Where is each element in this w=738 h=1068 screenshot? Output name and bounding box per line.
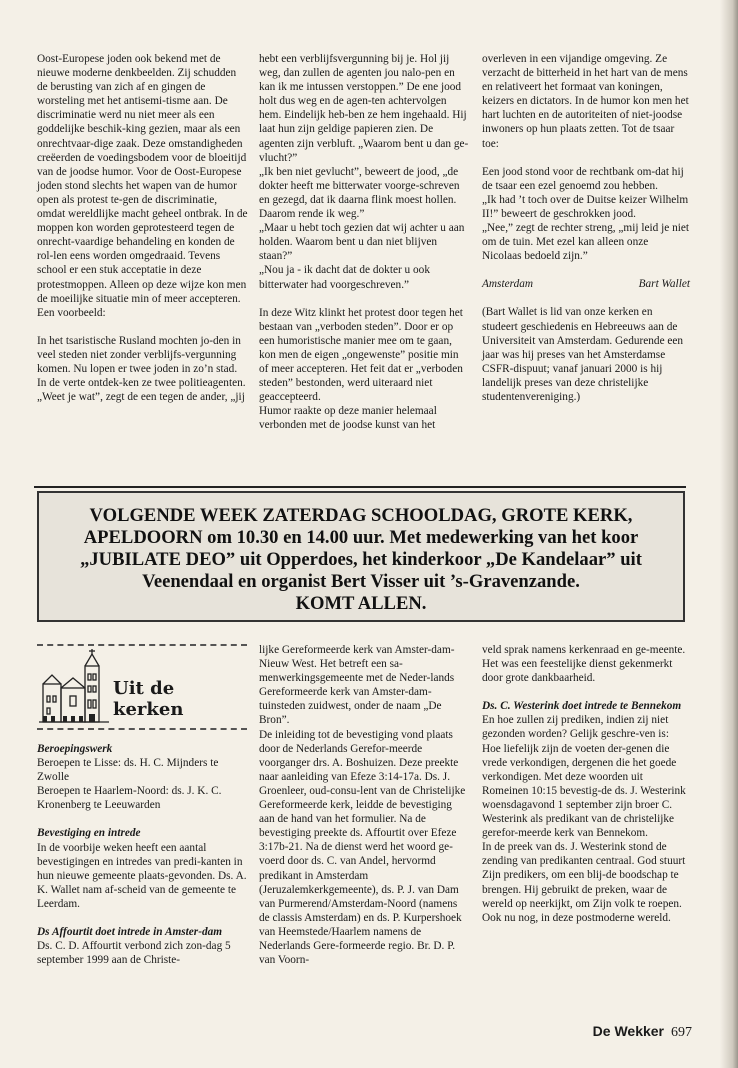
news-paragraph: En hoe zullen zij prediken, indien zij niet gezonden worden? Gelijk geschre-ven is: Hoe liefelijk zijn de voeten der-genen die vrede verkondigen, dergenen die het goede verkondigen. Met deze woorden uit Romeinen 10:15 bevestig-de ds. J. Westerink woensdagavond 1 september zijn broer C. Westerink als predikant van de christelijke gerefor-meerde kerk van Bennekom.	[482, 714, 686, 840]
author-note: (Bart Wallet is lid van onze kerken en studeert geschiedenis en Hebreeuws aan de Universiteit van Amsterdam. Gedurende een jaar was hij preses van het Amsterdamse CSFR-dispuut; vanaf januari 2000 is hij landelijk preses van deze christelijke studentenvereniging.)	[482, 306, 684, 403]
article-paragraph: „Maar u hebt toch gezien dat wij achter u aan holden. Waarom bent u dan niet blijven staan?”	[259, 222, 465, 263]
article-column-2	[259, 52, 469, 432]
section-title: Uit de kerken	[113, 678, 184, 720]
news-item: Beroepen te Lisse: ds. H. C. Mijnders te Zwolle	[37, 757, 219, 784]
article-column-1	[37, 52, 248, 418]
news-paragraph: De inleiding tot de bevestiging vond plaats door de Nederlands Gerefor-meerde voorganger drs. A. Boshuizen. Deze preekte naar aanleiding van Efeze 3:14-17a. Ds. J. Groenleer, oud-consu-lent van de Christelijke Gereformeerde kerk, leidde de bevestiging aan de hand van het formulier. Na de bevestiging preekte ds. Affourtit over Efeze 3:17b-21. Na de dienst werd het woord ge-voerd door ds. C. van Andel, hervormd predikant in Amsterdam (Jeruzalemkerkgemeente), ds. P. J. van Dam van Purmerend/Amsterdam-Noord (namens de classis Amsterdam) en ds. P. Kurpershoek van Heemstede/Haarlem namens de Nederlands Gere-formeerde regio. Br. D. P. van Voorn-	[259, 728, 466, 967]
subheading: Bevestiging en intrede	[37, 827, 141, 840]
news-paragraph: Ds. C. D. Affourtit verbond zich zon-dag 5 september 1999 aan de Christe-	[37, 940, 231, 967]
article-paragraph: „Ik ben niet gevlucht”, beweert de jood, „de dokter heeft me bitterwater voorge-schreven en gezegd, dat ik daarna flink moest hollen. Daarom rende ik weg.”	[259, 165, 460, 221]
page-number: 697	[671, 1025, 692, 1040]
signature-place: Amsterdam	[482, 278, 534, 291]
announcement-line: Veenendaal en organist Bert Visser uit ’s-Gravenzande.	[142, 571, 580, 592]
signature-name: Bart Wallet	[638, 278, 690, 291]
section-header	[37, 638, 247, 732]
news-paragraph: In de preek van ds. J. Westerink stond de zending van predikanten centraal. God stuurt Zijn predikers, om een blij-de boodschap te brengen. Hij gebruikt de preken, waar de wereld op neerkijkt, om Zijn volk te roepen. Ook nu nog, in deze postmoderne wereld.	[482, 841, 686, 924]
subheading: Ds. C. Westerink doet intrede te Bennekom	[482, 700, 682, 713]
churches-column-2	[259, 643, 469, 967]
churches-column-3	[482, 643, 690, 925]
announcement-line: APELDOORN om 10.30 en 14.00 uur. Met medewerking van het koor	[83, 527, 639, 548]
article-paragraph: In het tsaristische Rusland mochten jo-den in veel steden niet zonder verblijfs-vergunning komen. Nu lopen er twee joden in zo’n stad. In de verte ontdek-ken ze twee politieagenten. „Weet je wat”, zegt de een tegen de ander, „jij	[37, 334, 246, 404]
article-paragraph: „Nee,” zegt de rechter streng, „mij leid je niet om de tuin. Met ezel kan alleen onze Nicolaas bedoeld zijn.”	[482, 222, 690, 263]
section-divider	[34, 486, 686, 488]
announcement-line: „JUBILATE DEO” uit Opperdoes, het kinderkoor „De Kandelaar” uit	[80, 549, 642, 570]
announcement-line: KOMT ALLEN.	[295, 593, 427, 614]
news-item: Beroepen te Haarlem-Noord: ds. J. K. C. Kronenberg te Leeuwarden	[37, 785, 222, 812]
article-paragraph: hebt een verblijfsvergunning bij je. Hol jij weg, dan zullen de agenten jou nalo-pen en kan ik me intussen verstoppen.” De ene jood holt dus weg en de agen-ten achtervolgen hem. Eindelijk heb-ben ze hem ingehaald. Hij laat hun zijn geldige papieren zien. De agenten zijn verbluft. „Waarom bent u dan ge-vlucht?”	[259, 53, 469, 164]
church-icon	[39, 648, 109, 726]
article-paragraph: „Nou ja - ik dacht dat de dokter u ook bitterwater had voorgeschreven.”	[259, 264, 430, 291]
announcement-text	[39, 505, 683, 615]
news-paragraph: veld sprak namens kerkenraad en ge-meente.	[482, 644, 686, 656]
subheading: Beroepingswerk	[37, 743, 113, 755]
page-binding-shadow	[720, 0, 738, 1068]
announcement-line: VOLGENDE WEEK ZATERDAG SCHOOLDAG, GROTE KERK,	[89, 505, 633, 526]
article-paragraph: overleven in een vijandige omgeving. Ze verzacht de bitterheid in het hart van de mens en relativeert het formaat van koningen, keizers en dictators. In de humor kon men het hart luchten en de autoriteiten of niet-joodse inwoners op hun plaats zetten. Tot de tsaar toe:	[482, 53, 689, 150]
churches-column-1	[37, 742, 247, 967]
page-footer	[593, 1023, 692, 1041]
article-paragraph: Een jood stond voor de rechtbank om-dat hij de tsaar een ezel genoemd zou hebben.	[482, 165, 684, 192]
subheading: Ds Affourtit doet intrede in Amster-dam	[37, 926, 223, 939]
article-paragraph: In deze Witz klinkt het protest door tegen het bestaan van „verboden steden”. Door er op een humoristische manier mee om te gaan, kon men de eigen „ongewenste” positie min of meer accepteren. Het feit dat er „verboden steden” bestonden, werd uiteraard niet geaccepteerd.	[259, 306, 463, 404]
article-paragraph: „Ik had ’t toch over de Duitse keizer Wilhelm II!” beweert de geschrokken jood.	[482, 193, 689, 220]
article-paragraph: Oost-Europese joden ook bekend met de nieuwe moderne denkbeelden. Zij schudden de berusting van zich af en gingen de worsteling met het antisemi-tisme aan. De discriminatie werd nu niet meer als een goddelijke beschik-king gezien, maar als een onrechtvaar-dige zaak. Deze omstandigheden creëerden de voedingsbodem voor de bloeitijd van de joodse humor. Voor de Oost-Europese joden stond slechts het wapen van de humor open als protest te-gen de discriminatie, omdat wereldlijke macht geheel ontbrak. In de moppen kon worden geprotesteerd tegen de onrecht-vaardige behandeling en konden de rol-len eens worden omgedraaid. Tevens school er een stuk acceptatie in deze protestmoppen. Alleen op deze wijze kon men de moeilijke situatie min of meer accepteren. Een voorbeeld:	[37, 53, 248, 319]
dashed-rule-top	[37, 644, 247, 646]
article-column-3	[482, 52, 690, 418]
news-paragraph: lijke Gereformeerde kerk van Amster-dam-Nieuw West. Het betreft een sa-menwerkingsgemeente met de Neder-lands Gereformeerde kerk van Amster-dam-tuinsteden zuidwest, onder de naam „De Bron”.	[259, 644, 455, 727]
news-paragraph: In de voorbije weken heeft een aantal bevestigingen en intredes van predi-kanten in hun nieuwe gemeente plaats-gevonden. Ds. A. K. Wallet nam af-scheid van de gemeente te Leerdam.	[37, 841, 247, 910]
news-paragraph: Het was een feestelijke dienst gekenmerkt door grote dankbaarheid.	[482, 658, 673, 685]
article-paragraph: Humor raakte op deze manier helemaal verbonden met de joodse kunst van het	[259, 405, 437, 432]
author-signature	[482, 277, 690, 291]
publication-name: De Wekker	[592, 1023, 664, 1039]
announcement-box	[37, 491, 685, 622]
dashed-rule-bottom	[37, 728, 247, 730]
